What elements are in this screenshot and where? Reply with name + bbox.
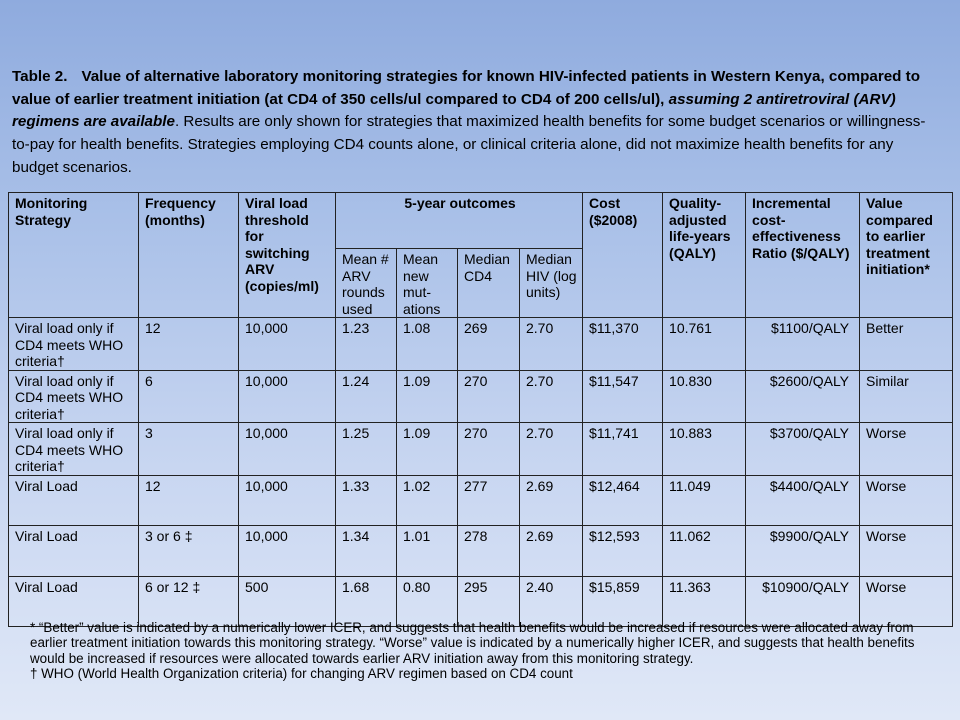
cell-mutations: 1.09 bbox=[397, 370, 458, 423]
cell-hiv: 2.70 bbox=[520, 318, 583, 371]
cell-threshold: 10,000 bbox=[239, 370, 336, 423]
cell-qaly: 10.761 bbox=[663, 318, 746, 371]
cell-frequency: 6 or 12 ‡ bbox=[139, 576, 239, 627]
header-threshold: Viral load threshold for switching ARV (copies/ml) bbox=[239, 193, 336, 318]
subheader-arv-rounds: Mean # ARV rounds used bbox=[336, 249, 397, 318]
cell-cost: $15,859 bbox=[583, 576, 663, 627]
cell-frequency: 3 or 6 ‡ bbox=[139, 526, 239, 577]
header-frequency: Frequency (months) bbox=[139, 193, 239, 318]
cell-value: Worse bbox=[860, 576, 953, 627]
caption-label: Table 2. bbox=[12, 68, 68, 85]
cell-strategy: Viral load only if CD4 meets WHO criteria† bbox=[9, 423, 139, 476]
caption-italic-text: assuming 2 antiretroviral (ARV) regimens are available bbox=[12, 90, 896, 131]
cell-cost: $11,741 bbox=[583, 423, 663, 476]
cell-cost: $12,593 bbox=[583, 526, 663, 577]
cell-arv-rounds: 1.68 bbox=[336, 576, 397, 627]
cell-frequency: 6 bbox=[139, 370, 239, 423]
cell-qaly: 10.883 bbox=[663, 423, 746, 476]
cell-qaly: 11.049 bbox=[663, 475, 746, 526]
cell-threshold: 10,000 bbox=[239, 318, 336, 371]
cell-mutations: 1.09 bbox=[397, 423, 458, 476]
cell-cost: $12,464 bbox=[583, 475, 663, 526]
cell-mutations: 1.02 bbox=[397, 475, 458, 526]
cell-arv-rounds: 1.33 bbox=[336, 475, 397, 526]
cell-cd4: 277 bbox=[458, 475, 520, 526]
cell-icer: $9900/QALY bbox=[746, 526, 860, 577]
cell-arv-rounds: 1.34 bbox=[336, 526, 397, 577]
cell-cost: $11,547 bbox=[583, 370, 663, 423]
header-value: Value compared to earlier treatment initiation* bbox=[860, 193, 953, 318]
cell-value: Better bbox=[860, 318, 953, 371]
table-row bbox=[9, 318, 953, 371]
cell-frequency: 12 bbox=[139, 475, 239, 526]
footnote-dagger: † WHO (World Health Organization criteria) for changing ARV regimen based on CD4 count bbox=[30, 665, 573, 681]
cell-icer: $1100/QALY bbox=[746, 318, 860, 371]
cell-frequency: 12 bbox=[139, 318, 239, 371]
results-table bbox=[8, 192, 953, 627]
cell-hiv: 2.70 bbox=[520, 423, 583, 476]
cell-value: Worse bbox=[860, 423, 953, 476]
cell-arv-rounds: 1.24 bbox=[336, 370, 397, 423]
cell-icer: $4400/QALY bbox=[746, 475, 860, 526]
cell-strategy: Viral load only if CD4 meets WHO criteria† bbox=[9, 318, 139, 371]
cell-arv-rounds: 1.23 bbox=[336, 318, 397, 371]
table-caption bbox=[12, 66, 942, 180]
header-row bbox=[9, 193, 953, 249]
footnote-star: * “Better” value is indicated by a numerically lower ICER, and suggests that health benefits would be increased if resources were allocated away from earlier treatment initiation towards this monitoring strategy. “Worse” value is indicated by a numerically higher ICER, and suggests that health benefits would be increased if resources were allocated towards earlier ARV initiation away from this monitoring strategy. bbox=[30, 620, 915, 666]
cell-value: Worse bbox=[860, 526, 953, 577]
header-outcomes: 5-year outcomes bbox=[336, 193, 583, 249]
subheader-cd4: Median CD4 bbox=[458, 249, 520, 318]
cell-qaly: 11.062 bbox=[663, 526, 746, 577]
cell-strategy: Viral load only if CD4 meets WHO criteria† bbox=[9, 370, 139, 423]
cell-threshold: 500 bbox=[239, 576, 336, 627]
header-cost: Cost ($2008) bbox=[583, 193, 663, 318]
cell-icer: $2600/QALY bbox=[746, 370, 860, 423]
cell-hiv: 2.40 bbox=[520, 576, 583, 627]
header-icer: Incremental cost-effectiveness Ratio ($/QALY) bbox=[746, 193, 860, 318]
cell-strategy: Viral Load bbox=[9, 526, 139, 577]
cell-value: Similar bbox=[860, 370, 953, 423]
caption-plain-text: . Results are only shown for strategies that maximized health benefits for some budget scenarios or willingness-to-pay for health benefits. Strategies employing CD4 counts alone, or clinical criteria alone, did not maximize health benefits for any budget scenarios. bbox=[12, 113, 926, 176]
cell-threshold: 10,000 bbox=[239, 526, 336, 577]
cell-arv-rounds: 1.25 bbox=[336, 423, 397, 476]
cell-value: Worse bbox=[860, 475, 953, 526]
table-row bbox=[9, 423, 953, 476]
cell-frequency: 3 bbox=[139, 423, 239, 476]
cell-hiv: 2.69 bbox=[520, 526, 583, 577]
table-row bbox=[9, 370, 953, 423]
cell-qaly: 11.363 bbox=[663, 576, 746, 627]
cell-hiv: 2.69 bbox=[520, 475, 583, 526]
cell-icer: $3700/QALY bbox=[746, 423, 860, 476]
cell-cd4: 270 bbox=[458, 423, 520, 476]
cell-strategy: Viral Load bbox=[9, 475, 139, 526]
cell-qaly: 10.830 bbox=[663, 370, 746, 423]
cell-hiv: 2.70 bbox=[520, 370, 583, 423]
cell-strategy: Viral Load bbox=[9, 576, 139, 627]
cell-threshold: 10,000 bbox=[239, 475, 336, 526]
subheader-mutations: Mean new mut-ations bbox=[397, 249, 458, 318]
cell-cd4: 269 bbox=[458, 318, 520, 371]
cell-cd4: 278 bbox=[458, 526, 520, 577]
cell-cd4: 295 bbox=[458, 576, 520, 627]
cell-cd4: 270 bbox=[458, 370, 520, 423]
cell-mutations: 1.08 bbox=[397, 318, 458, 371]
cell-cost: $11,370 bbox=[583, 318, 663, 371]
cell-icer: $10900/QALY bbox=[746, 576, 860, 627]
table-row bbox=[9, 526, 953, 577]
subheader-hiv: Median HIV (log units) bbox=[520, 249, 583, 318]
cell-mutations: 1.01 bbox=[397, 526, 458, 577]
cell-threshold: 10,000 bbox=[239, 423, 336, 476]
cell-mutations: 0.80 bbox=[397, 576, 458, 627]
table-row bbox=[9, 576, 953, 627]
header-qaly: Quality-adjusted life-years (QALY) bbox=[663, 193, 746, 318]
caption-bold-text: Value of alternative laboratory monitoring strategies for known HIV-infected patients in Western Kenya, compared to value of earlier treatment initiation (at CD4 of 350 cells/ul compared to CD4 of 200 cells/ul), bbox=[12, 68, 921, 108]
footnotes bbox=[30, 620, 945, 681]
table-row bbox=[9, 475, 953, 526]
header-monitoring-strategy: Monitoring Strategy bbox=[9, 193, 139, 318]
